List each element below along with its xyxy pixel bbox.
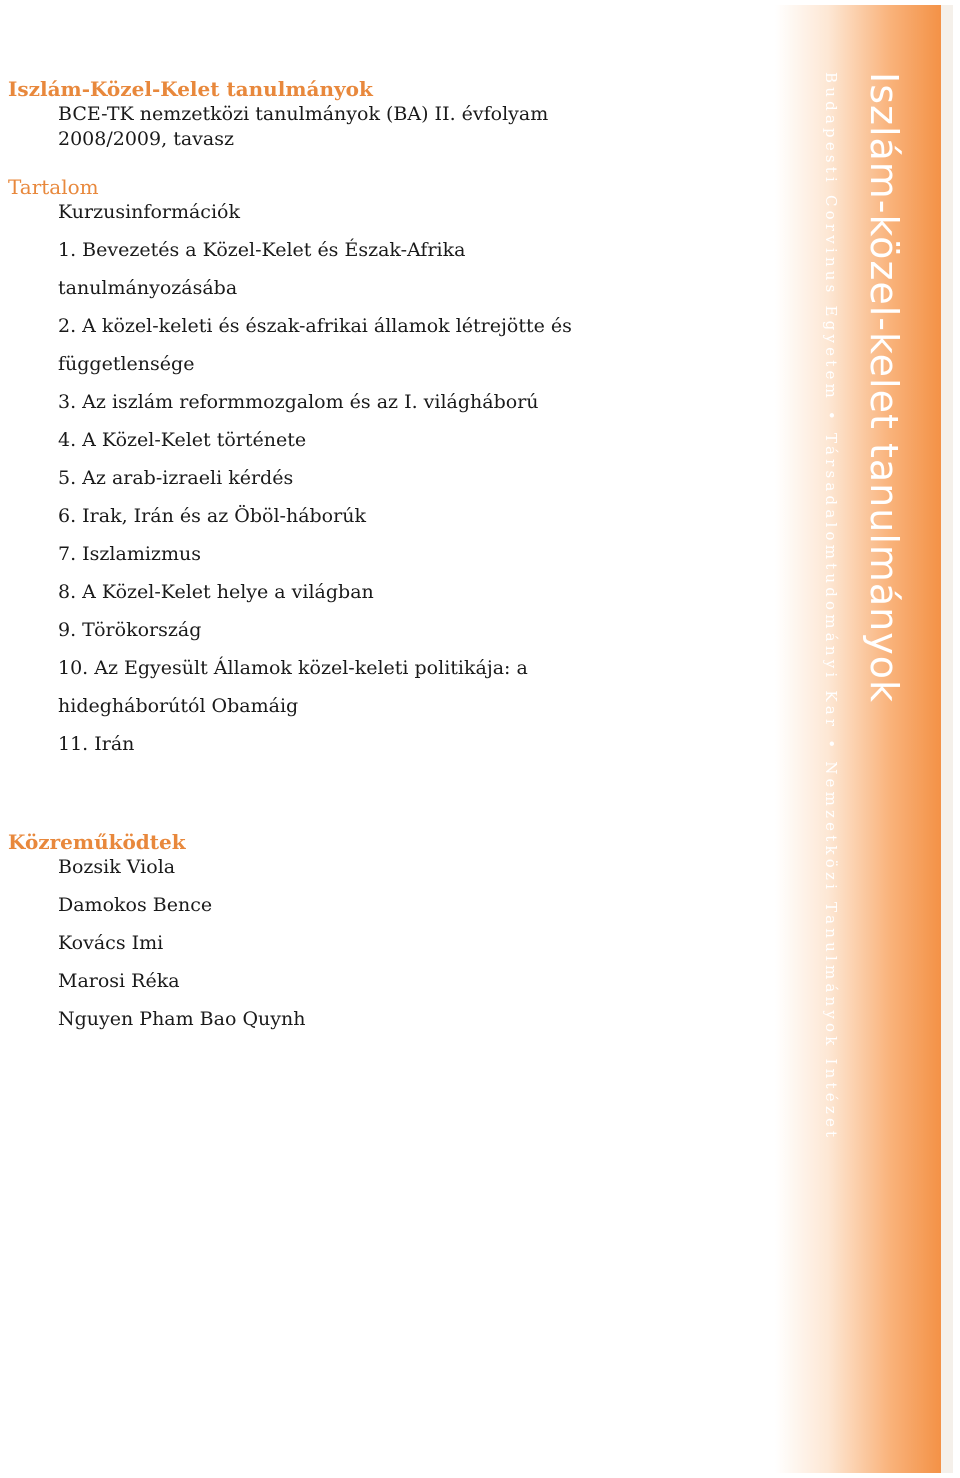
toc-item[interactable]: 6. Irak, Irán és az Öböl-háborúk <box>58 505 366 527</box>
contributor-name: Bozsik Viola <box>58 856 176 878</box>
contributor-name: Marosi Réka <box>58 970 180 992</box>
toc-item[interactable]: hidegháborútól Obamáig <box>58 695 299 717</box>
contributor-name: Kovács Imi <box>58 932 164 954</box>
toc-item[interactable]: 11. Irán <box>58 733 135 755</box>
toc-item[interactable]: 4. A Közel-Kelet története <box>58 429 307 451</box>
sidebar-subtitle: Budapesti Corvinus Egyetem • Társadalomtudományi Kar • Nemzetközi Tanulmányok Intézet <box>822 72 840 1142</box>
toc-item[interactable]: 3. Az iszlám reformmozgalom és az I. világháború <box>58 391 539 413</box>
toc-item[interactable]: 9. Törökország <box>58 619 202 641</box>
semester-line: 2008/2009, tavasz <box>58 128 234 150</box>
toc-item[interactable]: 5. Az arab-izraeli kérdés <box>58 467 294 489</box>
sidebar-edge <box>941 5 953 1473</box>
toc-item[interactable]: függetlensége <box>58 353 195 375</box>
toc-item[interactable]: 1. Bevezetés a Közel-Kelet és Észak-Afrika <box>58 239 466 261</box>
main-content <box>8 76 748 1038</box>
toc-item[interactable]: Kurzusinformációk <box>58 201 240 223</box>
sidebar-title: Iszlám-közel-kelet tanulmányok <box>862 72 906 704</box>
table-of-contents <box>8 200 748 763</box>
document-title: Iszlám-Közel-Kelet tanulmányok <box>8 77 373 101</box>
toc-item[interactable]: 2. A közel-keleti és észak-afrikai államok létrejötte és <box>58 315 572 337</box>
toc-item[interactable]: 10. Az Egyesült Államok közel-keleti politikája: a <box>58 657 528 679</box>
contributor-name: Damokos Bence <box>58 894 213 916</box>
contributors-heading: Közreműködtek <box>8 830 186 854</box>
toc-item[interactable]: tanulmányozásába <box>58 277 238 299</box>
toc-heading: Tartalom <box>8 175 99 199</box>
course-line: BCE-TK nemzetközi tanulmányok (BA) II. évfolyam <box>58 103 549 125</box>
toc-item[interactable]: 8. A Közel-Kelet helye a világban <box>58 581 374 603</box>
toc-item[interactable]: 7. Iszlamizmus <box>58 543 201 565</box>
contributors-list <box>8 855 748 1038</box>
contributor-name: Nguyen Pham Bao Quynh <box>58 1008 306 1030</box>
